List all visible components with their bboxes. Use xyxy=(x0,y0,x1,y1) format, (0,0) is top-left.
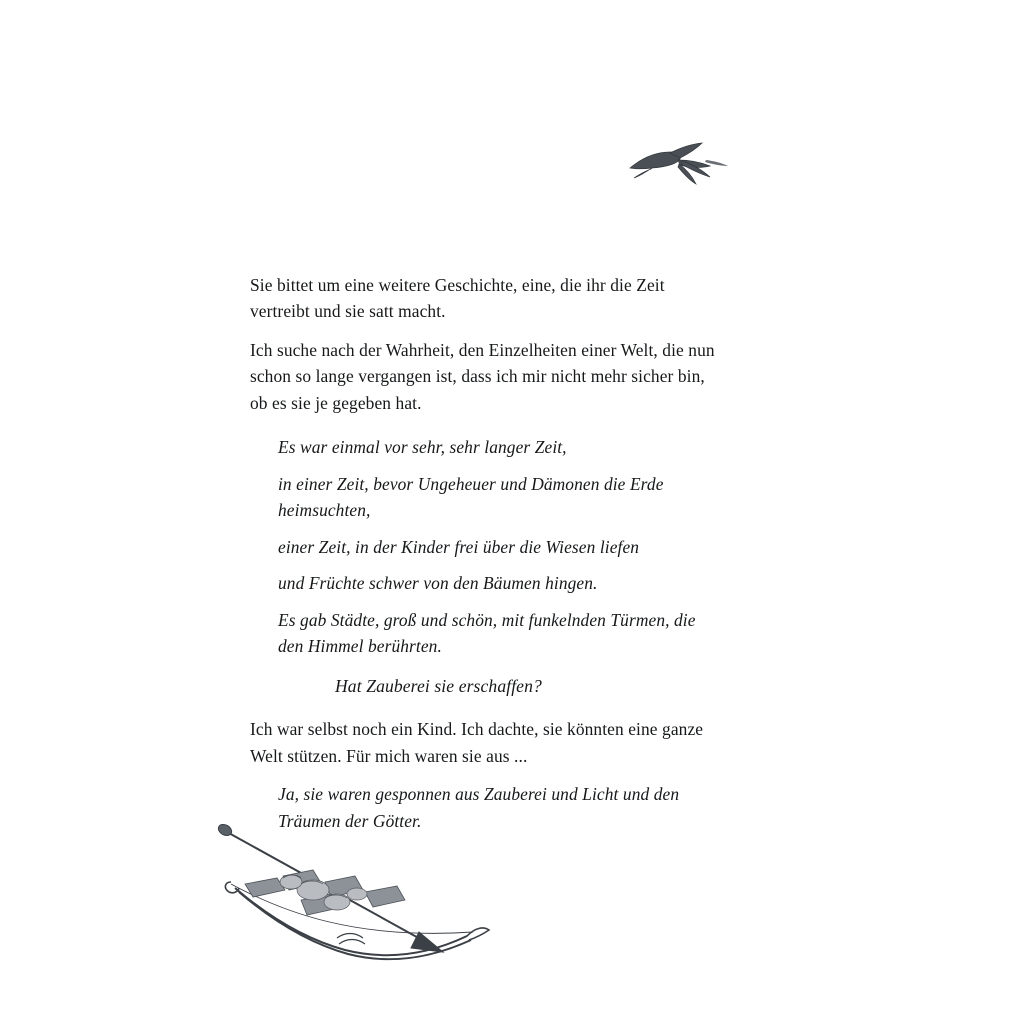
swallow-bird-icon xyxy=(622,140,732,200)
verse-line: Es war einmal vor sehr, sehr langer Zeit, xyxy=(278,437,567,458)
verse-line: Es gab Städte, groß und schön, mit funkelnden Türmen, die den Himmel berührten. xyxy=(278,609,696,656)
page-text xyxy=(250,272,720,846)
verse-question-line: Hat Zauberei sie erschaffen? xyxy=(335,676,542,697)
verse-line: in einer Zeit, bevor Ungeheuer und Dämonen die Erde heimsuchten, xyxy=(278,473,664,521)
paragraph: Ich war selbst noch ein Kind. Ich dachte, sie könnten eine ganze Welt stützen. Für mich waren sie aus ... xyxy=(250,719,704,766)
verse-line: einer Zeit, in der Kinder frei über die Wiesen liefen xyxy=(278,536,640,557)
paragraph: Sie bittet um eine weitere Geschichte, eine, die ihr die Zeit vertreibt und sie satt macht. xyxy=(250,275,665,322)
bow-and-arrow-icon xyxy=(205,820,505,980)
verse-reply-line: Ja, sie waren gesponnen aus Zauberei und Licht und den Träumen der Götter. xyxy=(278,784,680,831)
paragraph: Ich suche nach der Wahrheit, den Einzelheiten einer Welt, die nun schon so lange vergangen ist, dass ich mir nicht mehr sicher bin, ob es sie je gegeben hat. xyxy=(250,339,715,413)
verse-line: und Früchte schwer von den Bäumen hingen. xyxy=(278,573,598,594)
